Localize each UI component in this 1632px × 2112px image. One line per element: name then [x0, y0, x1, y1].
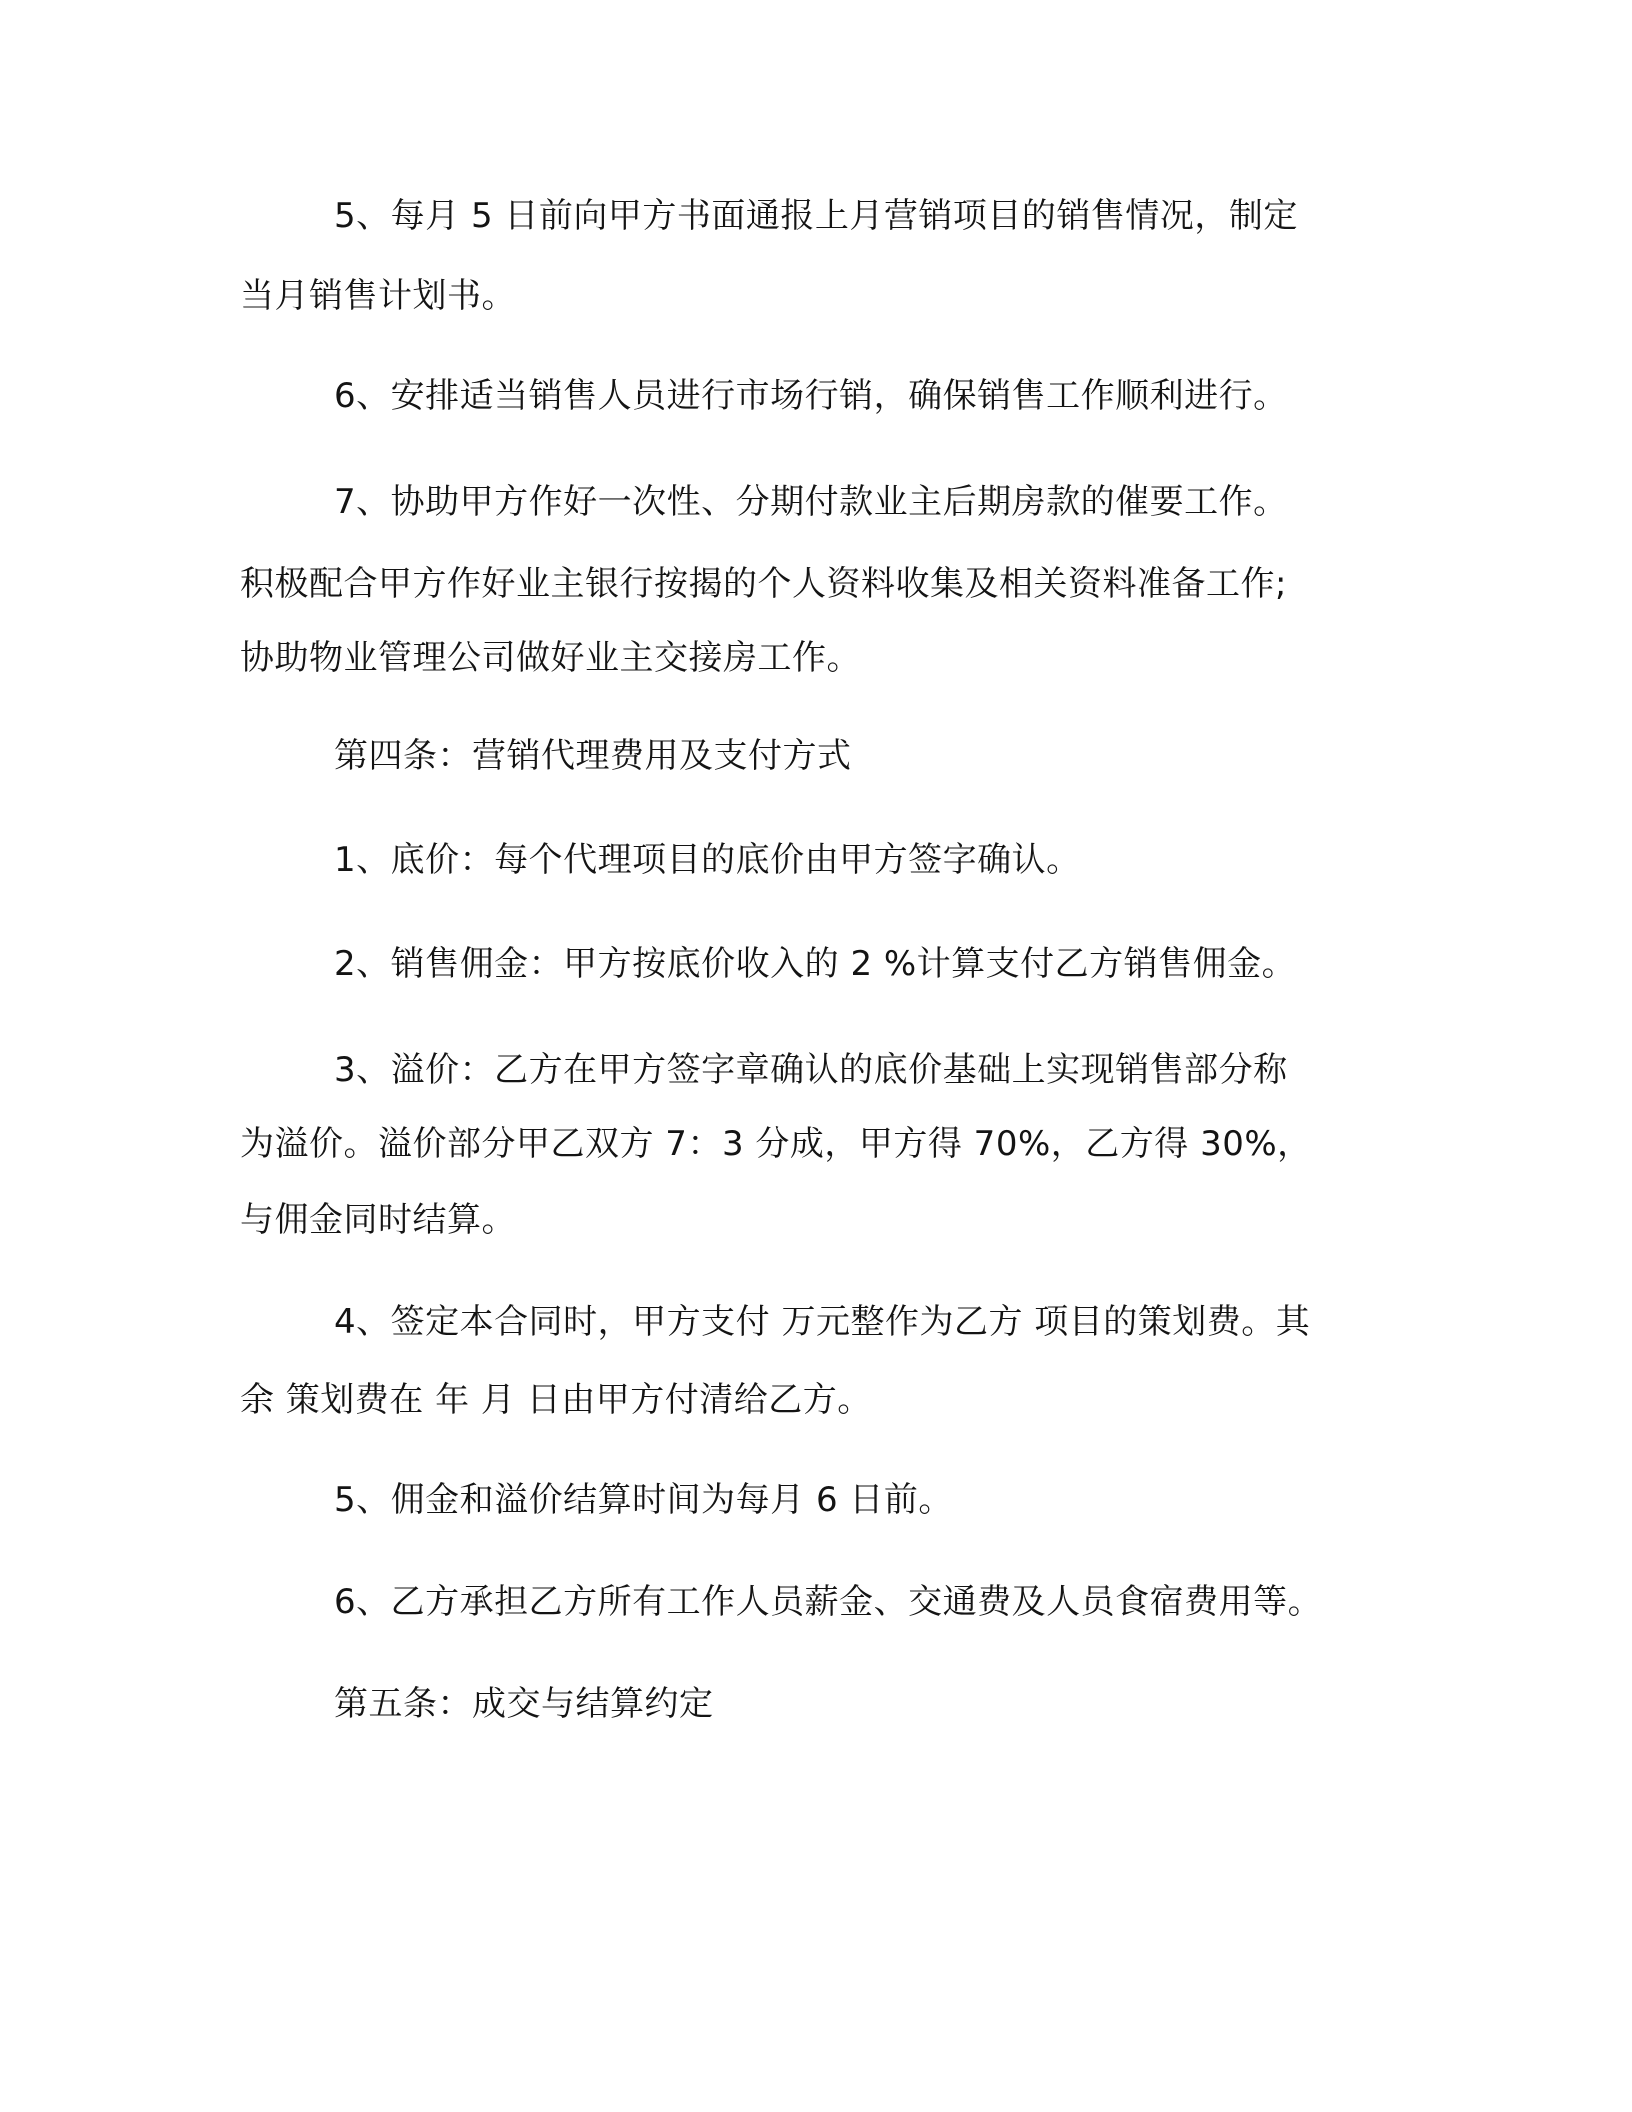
clause-4-1: 1、底价：每个代理项目的底价由甲方签字确认。: [334, 840, 1081, 880]
clause-4-3-line-3: 与佣金同时结算。: [240, 1200, 516, 1240]
article-5-heading: 第五条：成交与结算约定: [334, 1684, 714, 1724]
clause-3-5-line-2: 当月销售计划书。: [240, 276, 516, 316]
clause-4-4-line-2: 余 策划费在 年 月 日由甲方付清给乙方。: [240, 1380, 872, 1420]
clause-3-7-line-1: 7、协助甲方作好一次性、分期付款业主后期房款的催要工作。: [334, 482, 1288, 522]
clause-4-5: 5、佣金和溢价结算时间为每月 6 日前。: [334, 1480, 953, 1520]
clause-4-2: 2、销售佣金：甲方按底价收入的 2 %计算支付乙方销售佣金。: [334, 944, 1297, 984]
clause-3-5-line-1: 5、每月 5 日前向甲方书面通报上月营销项目的销售情况，制定: [334, 196, 1298, 236]
clause-4-6: 6、乙方承担乙方所有工作人员薪金、交通费及人员食宿费用等。: [334, 1582, 1323, 1622]
clause-3-7-line-3: 协助物业管理公司做好业主交接房工作。: [240, 638, 861, 678]
clause-4-4-line-1: 4、签定本合同时，甲方支付 万元整作为乙方 项目的策划费。其: [334, 1302, 1311, 1342]
clause-4-3-line-2: 为溢价。溢价部分甲乙双方 7：3 分成，甲方得 70%，乙方得 30%，: [240, 1124, 1312, 1164]
clause-3-7-line-2: 积极配合甲方作好业主银行按揭的个人资料收集及相关资料准备工作;: [240, 564, 1287, 604]
article-4-heading: 第四条：营销代理费用及支付方式: [334, 736, 852, 776]
clause-4-3-line-1: 3、溢价：乙方在甲方签字章确认的底价基础上实现销售部分称: [334, 1050, 1288, 1090]
clause-3-6: 6、安排适当销售人员进行市场行销，确保销售工作顺利进行。: [334, 376, 1288, 416]
